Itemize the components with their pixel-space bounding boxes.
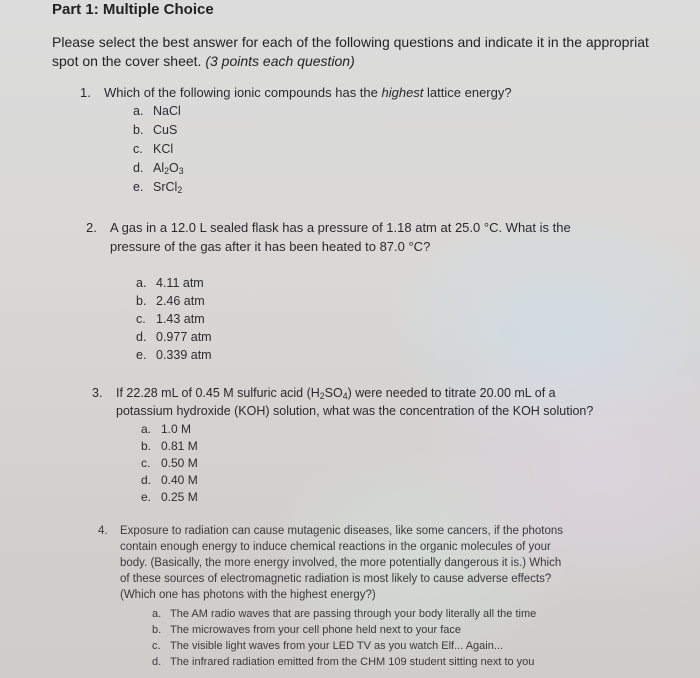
question-4-text-line-3: body. (Basically, the more energy involved, the more potentially dangerous it is.) Which [120, 557, 562, 569]
question-4-option-b[interactable]: b. The microwaves from your cell phone held next to your face [152, 624, 462, 636]
instructions-line-1: Please select the best answer for each of the following questions and indicate it in the appropriat [52, 34, 649, 50]
question-4-text-line-5: (Which one has photons with the highest energy?) [120, 589, 376, 601]
question-3-option-b[interactable]: b. 0.81 M [141, 439, 198, 453]
question-3-option-c[interactable]: c. 0.50 M [141, 456, 198, 470]
question-1-number: 1. [80, 85, 91, 100]
question-4-text-line-2: contain enough energy to induce chemical reactions in the organic molecules of your [120, 541, 551, 553]
question-2-option-a[interactable]: a. 4.11 atm [136, 276, 204, 290]
question-3-text-line-2: potassium hydroxide (KOH) solution, what was the concentration of the KOH solution? [116, 404, 594, 418]
question-2-text-line-1: A gas in a 12.0 L sealed flask has a pressure of 1.18 atm at 25.0 °C. What is the [110, 220, 571, 235]
question-1-option-c[interactable]: c. KCl [133, 142, 174, 156]
question-3-text-line-1: If 22.28 mL of 0.45 M sulfuric acid $(H_2SO_4)$ were needed to titrate 20.00 mL of a [116, 386, 556, 402]
question-3-number: 3. [92, 386, 103, 400]
question-1-option-d[interactable]: d. $Al_2O_3$ [133, 161, 184, 177]
question-1-option-b[interactable]: b. CuS [133, 123, 178, 137]
question-4-number: 4. [98, 525, 108, 537]
question-3-option-e[interactable]: e. 0.25 M [141, 490, 198, 504]
question-4-text-line-4: of these sources of electromagnetic radiation is most likely to cause adverse effects? [120, 573, 552, 585]
question-4-option-a[interactable]: a. The AM radio waves that are passing through your body literally all the time [152, 608, 537, 620]
instructions-line-2: spot on the cover sheet. (3 points each question) [52, 53, 355, 69]
question-1-option-e[interactable]: e. SrCl$_2$ [133, 180, 183, 196]
question-2-option-c[interactable]: c. 1.43 atm [136, 312, 205, 326]
question-3-option-a[interactable]: a. 1.0 M [141, 422, 192, 436]
question-4-option-c[interactable]: c. The visible light waves from your LED TV as you watch Elf... Again... [152, 640, 503, 652]
question-1-text: Which of the following ionic compounds has the highest lattice energy? [104, 85, 512, 100]
question-3-option-d[interactable]: d. 0.40 M [141, 473, 198, 487]
question-2-option-b[interactable]: b. 2.46 atm [136, 294, 205, 308]
question-2-option-d[interactable]: d. 0.977 atm [136, 330, 212, 344]
points-note: (3 points each question) [205, 53, 355, 69]
section-title: Part 1: Multiple Choice [52, 1, 214, 18]
question-2-number: 2. [86, 220, 97, 235]
question-1-option-a[interactable]: a. NaCl [133, 104, 181, 118]
question-4-option-d[interactable]: d. The infrared radiation emitted from the CHM 109 student sitting next to you [152, 656, 535, 668]
question-4-text-line-1: Exposure to radiation can cause mutagenic diseases, like some cancers, if the photons [120, 525, 563, 537]
question-2-text-line-2: pressure of the gas after it has been heated to 87.0 °C? [110, 239, 431, 254]
question-2-option-e[interactable]: e. 0.339 atm [136, 348, 212, 362]
